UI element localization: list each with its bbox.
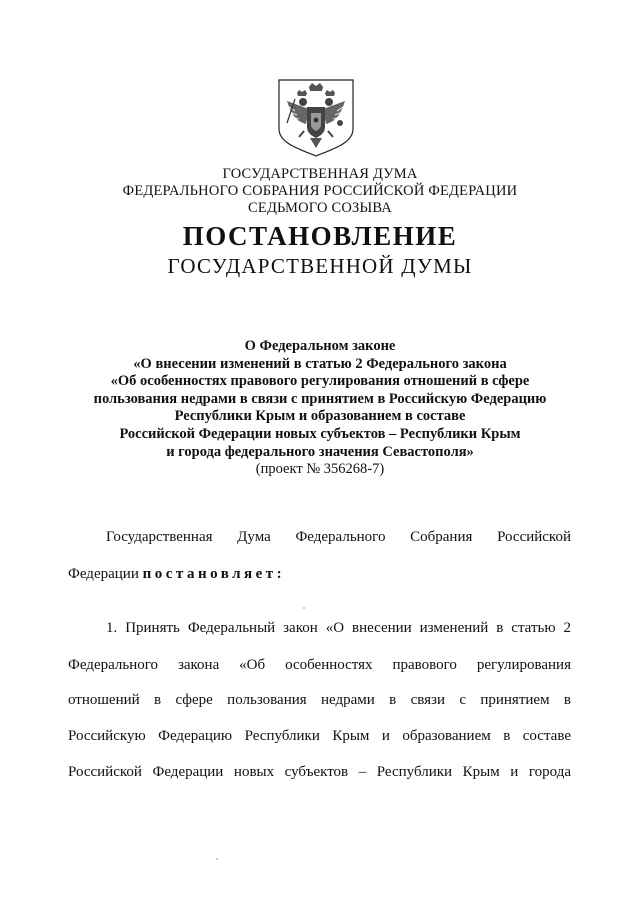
- paragraph-line: Российской Федерации новых субъектов – Республики Крым и города: [68, 764, 571, 780]
- document-subtitle: ГОСУДАРСТВЕННОЙ ДУМЫ: [167, 254, 473, 278]
- bill-title-line: Республики Крым и образованием в составе: [174, 408, 466, 425]
- header-line-2: ФЕДЕРАЛЬНОГО СОБРАНИЯ РОССИЙСКОЙ ФЕДЕРАЦИИ: [122, 183, 518, 199]
- bill-title-line: «Об особенностях правового регулирования отношений в сфере: [110, 373, 530, 390]
- coat-of-arms-emblem: [273, 77, 359, 159]
- bill-title-line: «О внесении изменений в статью 2 Федерального закона: [133, 355, 507, 372]
- scan-speck: [216, 858, 218, 860]
- intro-line: Государственная Дума Федерального Собрания Российской: [106, 529, 571, 545]
- header-line-3: СЕДЬМОГО СОЗЫВА: [248, 200, 392, 216]
- bill-title-line: Российской Федерации новых субъектов – Республики Крым: [119, 425, 521, 442]
- project-number: (проект № 356268-7): [255, 461, 385, 478]
- resolves-word: постановляет:: [142, 566, 286, 582]
- header-line-1: ГОСУДАРСТВЕННАЯ ДУМА: [222, 166, 418, 182]
- issuer-header: [0, 166, 640, 217]
- intro-line-2: [68, 566, 285, 583]
- bill-title-line: и города федерального значения Севастополя»: [166, 443, 474, 460]
- scan-speck: [303, 607, 305, 609]
- bill-title-line: О Федеральном законе: [244, 338, 396, 354]
- bill-title: [0, 338, 640, 479]
- paragraph-line: отношений в сфере пользования недрами в связи с принятием в: [68, 692, 571, 708]
- paragraph-line: Российскую Федерацию Республики Крым и образованием в составе: [68, 728, 571, 744]
- paragraph-line: 1. Принять Федеральный закон «О внесении изменений в статью 2: [106, 620, 571, 636]
- bill-title-line: пользования недрами в связи с принятием в Российскую Федерацию: [93, 390, 547, 407]
- intro-line-start: Федерации: [68, 566, 143, 582]
- document-title: ПОСТАНОВЛЕНИЕ: [182, 221, 458, 251]
- paragraph-line: Федерального закона «Об особенностях правового регулирования: [68, 657, 571, 673]
